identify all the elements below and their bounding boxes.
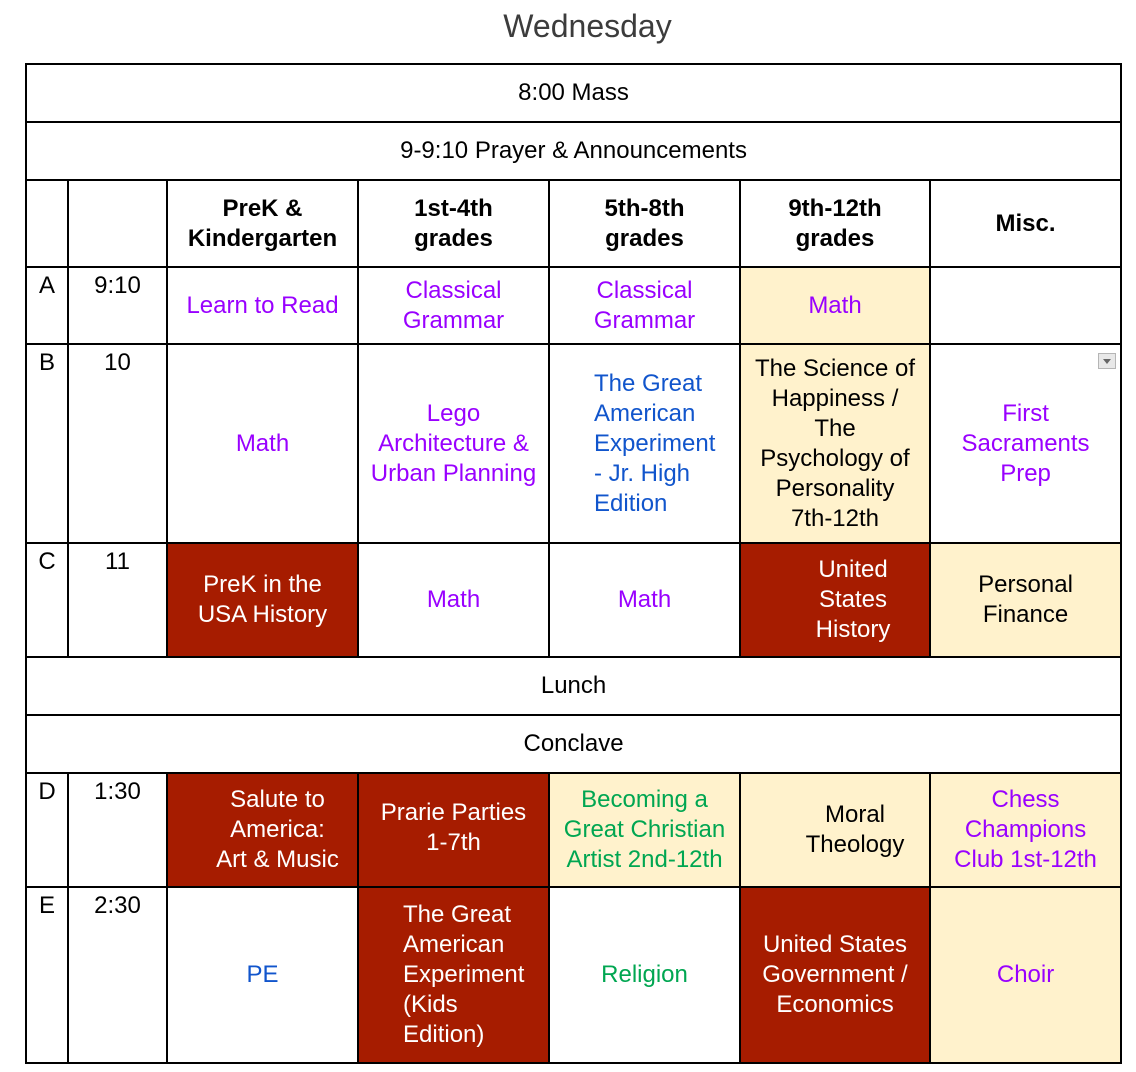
- lunch-row[interactable]: Lunch: [26, 657, 1121, 715]
- class-cell[interactable]: Math: [549, 543, 740, 657]
- class-cell[interactable]: Classical Grammar: [358, 267, 549, 344]
- class-cell[interactable]: Chess Champions Club 1st-12th: [930, 773, 1121, 887]
- period-label[interactable]: E: [26, 887, 68, 1063]
- class-cell[interactable]: PE: [167, 887, 358, 1063]
- mass-row[interactable]: 8:00 Mass: [26, 64, 1121, 122]
- empty-cell[interactable]: [930, 267, 1121, 344]
- time-label[interactable]: 1:30: [68, 773, 167, 887]
- class-cell[interactable]: Math: [358, 543, 549, 657]
- class-cell[interactable]: United States History: [740, 543, 930, 657]
- time-label[interactable]: 9:10: [68, 267, 167, 344]
- prayer-row[interactable]: 9-9:10 Prayer & Announcements: [26, 122, 1121, 180]
- dropdown-arrow-icon[interactable]: [1098, 353, 1116, 369]
- time-label[interactable]: 2:30: [68, 887, 167, 1063]
- period-label[interactable]: C: [26, 543, 68, 657]
- header-time-cell[interactable]: [68, 180, 167, 267]
- class-cell[interactable]: Lego Architecture & Urban Planning: [358, 344, 549, 543]
- class-cell[interactable]: United States Government / Economics: [740, 887, 930, 1063]
- header-prek[interactable]: PreK & Kindergarten: [167, 180, 358, 267]
- page-title: Wednesday: [503, 8, 672, 44]
- header-misc[interactable]: Misc.: [930, 180, 1121, 267]
- period-label[interactable]: D: [26, 773, 68, 887]
- class-cell[interactable]: The Science of Happiness / The Psychology of Personality 7th-12th: [740, 344, 930, 543]
- class-cell[interactable]: The Great American Experiment - Jr. High Edition: [549, 344, 740, 543]
- header-grades-1-4[interactable]: 1st-4th grades: [358, 180, 549, 267]
- period-label[interactable]: A: [26, 267, 68, 344]
- class-cell[interactable]: First Sacraments Prep: [930, 344, 1121, 543]
- class-cell[interactable]: The Great American Experiment (Kids Edition): [358, 887, 549, 1063]
- time-label[interactable]: 10: [68, 344, 167, 543]
- class-cell[interactable]: Salute to America: Art & Music: [167, 773, 358, 887]
- class-cell[interactable]: Religion: [549, 887, 740, 1063]
- class-cell[interactable]: Becoming a Great Christian Artist 2nd-12th: [549, 773, 740, 887]
- class-cell[interactable]: Learn to Read: [167, 267, 358, 344]
- conclave-row[interactable]: Conclave: [26, 715, 1121, 773]
- schedule-table: [25, 63, 1122, 1064]
- header-period-cell[interactable]: [26, 180, 68, 267]
- class-cell[interactable]: PreK in the USA History: [167, 543, 358, 657]
- class-cell[interactable]: Classical Grammar: [549, 267, 740, 344]
- class-cell[interactable]: Personal Finance: [930, 543, 1121, 657]
- class-cell[interactable]: Math: [740, 267, 930, 344]
- header-grades-5-8[interactable]: 5th-8th grades: [549, 180, 740, 267]
- class-cell[interactable]: Moral Theology: [740, 773, 930, 887]
- header-grades-9-12[interactable]: 9th-12th grades: [740, 180, 930, 267]
- class-cell[interactable]: Prarie Parties 1-7th: [358, 773, 549, 887]
- class-cell[interactable]: Choir: [930, 887, 1121, 1063]
- period-label[interactable]: B: [26, 344, 68, 543]
- class-cell[interactable]: Math: [167, 344, 358, 543]
- time-label[interactable]: 11: [68, 543, 167, 657]
